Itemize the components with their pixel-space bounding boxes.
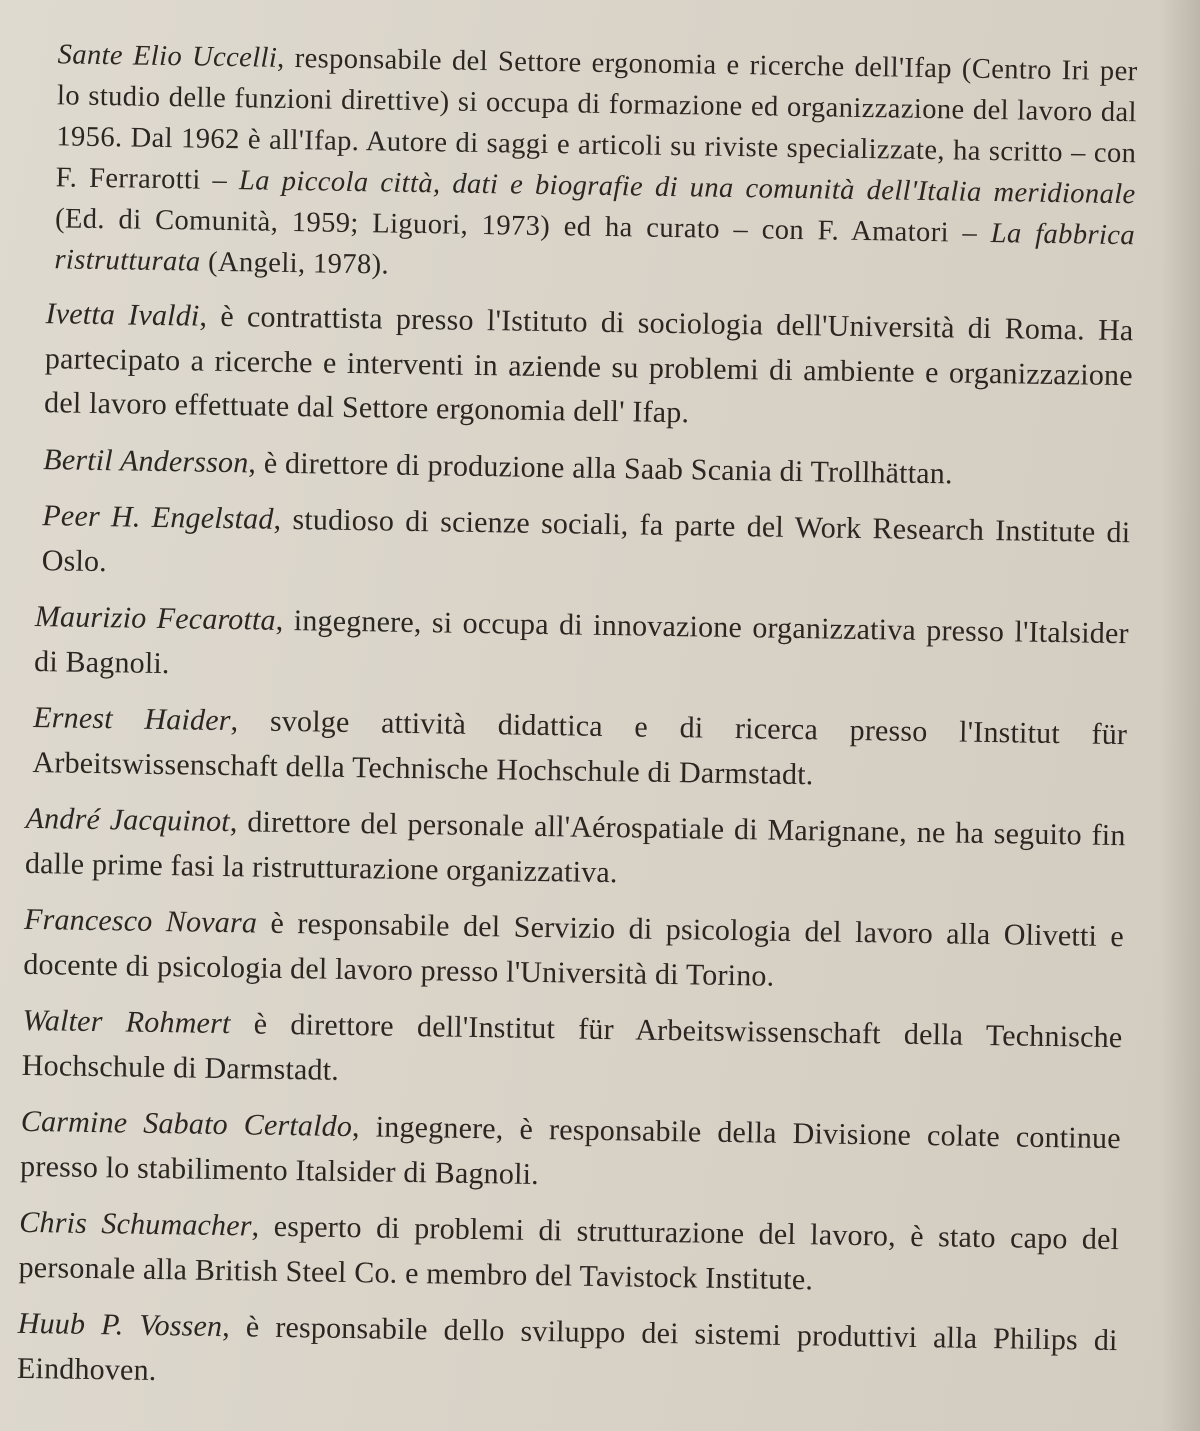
page-edge-shadow (1160, 0, 1200, 1431)
contributor-bio: , esperto di problemi di strutturazione del lavoro, è stato capo del personale alla British Steel Co. e membro del Tavistock Institute. (18, 1209, 1120, 1296)
contributor-bio: è direttore dell'Institut für Arbeitswissenschaft della Technische Hochschule di Darmstadt. (21, 1007, 1123, 1087)
contributor-name: Walter Rohmert (22, 1003, 231, 1041)
contributor-name: André Jacquinot (25, 801, 231, 839)
contributor-bio: è responsabile del Servizio di psicologia del lavoro alla Olivetti e docente di psicologia del lavoro presso l'Università di Torino. (23, 906, 1125, 993)
contributor-entry (23, 898, 1124, 1004)
contributor-bio: , ingegnere, si occupa di innovazione organizzativa presso l'Italsider di Bagnoli. (33, 603, 1129, 680)
contributor-bio: , è direttore di produzione alla Saab Scania di Trollhättan. (248, 445, 953, 490)
contributor-name: Bertil Andersson (43, 442, 249, 479)
contributor-bio: , svolge attività didattica e di ricerca presso l'Institut für Arbeitswissenschaft della Technische Hochschule di Darmstadt. (32, 704, 1128, 791)
contributor-bio: , è contrattista presso l'Istituto di sociologia dell'Università di Roma. Ha partecipato a ricerche e interventi in aziende su problemi di ambiente e organizzazione del lavoro effettuate dal Settore ergonomia dell' Ifap. (43, 299, 1134, 430)
contributor-entry (32, 696, 1127, 802)
contributor-name: Huub P. Vossen (17, 1306, 223, 1344)
contributor-name: Peer H. Engelstad (42, 499, 274, 536)
contributor-entry (44, 292, 1134, 443)
contributor-name: Ernest Haider (33, 701, 231, 738)
contributor-entry (25, 797, 1126, 903)
contributor-bio: , studioso di scienze sociali, fa parte del Work Research Institute di Oslo. (41, 502, 1131, 578)
contributor-name: Ivetta Ivaldi (45, 297, 200, 333)
contributor-name: Sante Elio Uccelli (57, 39, 278, 74)
contributor-entry (41, 494, 1130, 600)
contributor-name: Francesco Novara (23, 902, 258, 940)
contributor-entry (18, 1201, 1119, 1307)
contributor-bio-cont: (Ed. di Comunità, 1959; Liguori, 1973) ed ha curato – con F. Amatori – (54, 203, 991, 249)
contributor-entry (20, 1100, 1121, 1206)
contributor-bio: , è responsabile dello sviluppo dei sistemi produttivi alla Philips di Eindhoven. (16, 1310, 1118, 1387)
contributor-bio: , direttore del personale all'Aérospatiale di Marignane, ne ha seguito fin dalle prime fasi la ristrutturazione organizzativa. (24, 805, 1126, 889)
contributor-bio: , responsabile del Settore ergonomia e ricerche dell'Ifap (Centro Iri per lo studio delle funzioni direttive) si occupa di formazione ed organizzazione del lavoro dal 1956. Dal 1962 è all'Ifap. Autore di saggi e articoli su riviste specializzate, ha scritto – con F. Ferrarotti – (55, 42, 1138, 197)
contributor-bio-end: (Angeli, 1978). (200, 246, 390, 281)
contributor-name: Maurizio Fecarotta (34, 600, 277, 637)
contributor-name: Chris Schumacher (19, 1205, 252, 1243)
contributors-list (16, 34, 1137, 1420)
book-title: La piccola città, dati e biografie di una comunità dell'Italia meridionale (238, 165, 1136, 211)
contributor-entry (17, 1302, 1118, 1408)
contributor-name: Carmine Sabato Certaldo (20, 1104, 353, 1144)
contributor-entry (54, 34, 1138, 297)
contributor-entry (43, 438, 1132, 500)
contributor-entry (34, 595, 1129, 701)
contributor-bio: , ingegnere, è responsabile della Divisione colate continue presso lo stabilimento Italsider di Bagnoli. (19, 1110, 1122, 1191)
contributor-entry (21, 999, 1122, 1105)
book-title: La fabbrica ristrutturata (54, 217, 1136, 278)
